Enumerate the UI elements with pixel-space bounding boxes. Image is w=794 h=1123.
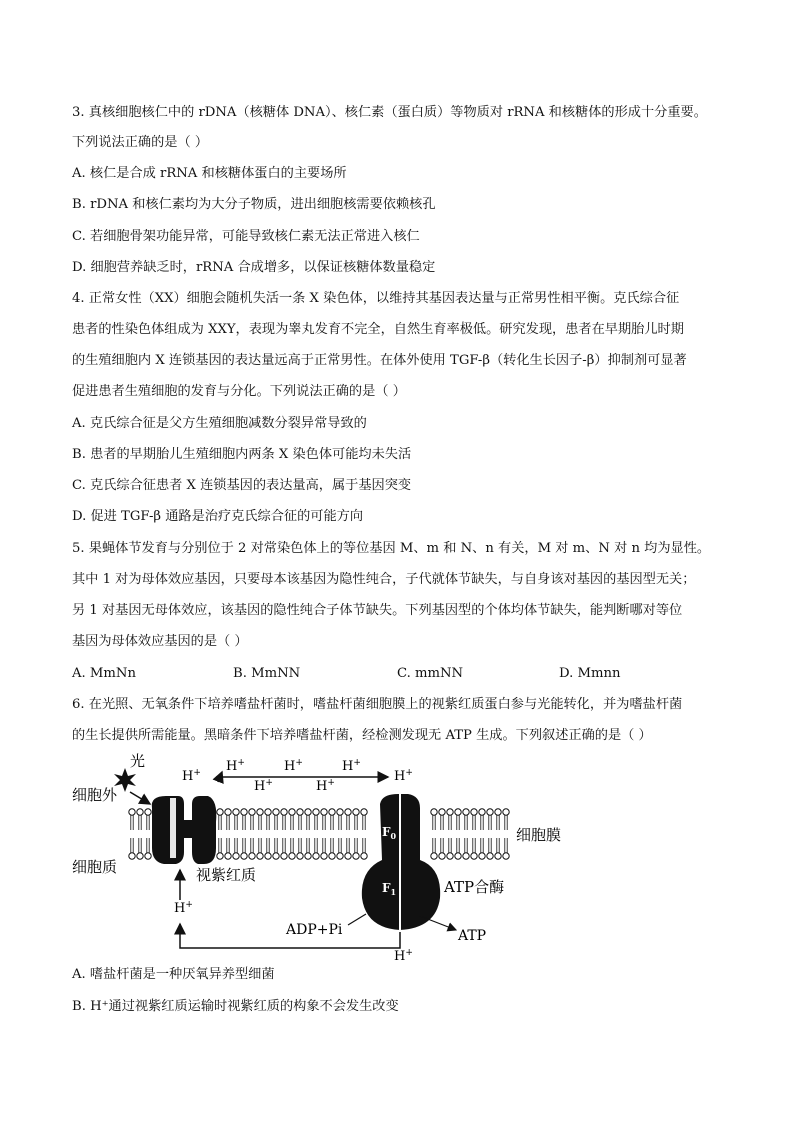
q4-option-a: A. 克氏综合征是父方生殖细胞减数分裂异常导致的 [72,416,367,431]
membrane-label: 细胞膜 [516,826,562,844]
q4-option-c: C. 克氏综合征患者 X 连锁基因的表达量高，属于基因突变 [72,478,412,493]
svg-text:H+: H+ [316,778,335,794]
q5-stem-line-2: 其中 1 对为母体效应基因，只要母本该基因为隐性纯合，子代就体节缺失，与自身该对基因的基因型无关； [72,572,696,587]
light-label: 光 [130,752,146,770]
h-plus-5: H [254,779,266,794]
q6-stem-line-1: 6. 在光照、无氧条件下培养嗜盐杆菌时，嗜盐杆菌细胞膜上的视紫红质蛋白参与光能转化，并为嗜盐杆菌 [72,697,683,712]
q3-option-c: C. 若细胞骨架功能异常，可能导致核仁素无法正常进入核仁 [72,229,420,244]
light-burst-icon [114,768,136,792]
rhodopsin-label: 视紫红质 [196,866,257,884]
q4-stem-line-1: 4. 正常女性（XX）细胞会随机失活一条 X 染色体，以维持其基因表达量与正常男性相平衡。克氏综合征 [72,291,680,306]
atp-synthase-label: ATP合酶 [444,878,505,896]
f1-subscript: 1 [390,887,397,897]
q4-option-b: B. 患者的早期胎儿生殖细胞内两条 X 染色体可能均未失活 [72,447,412,462]
svg-text:H+: H+ [284,758,303,774]
svg-text:H+: H+ [394,768,413,784]
q5-option-d: D. Mmnn [559,666,621,681]
atp-synthase [362,782,440,950]
q4-stem-line-3: 的生殖细胞内 X 连锁基因的表达量远高于正常男性。在体外使用 TGF-β（转化生长因子-β）抑制剂可显著 [72,353,687,368]
q3-option-a: A. 核仁是合成 rRNA 和核糖体蛋白的主要场所 [72,166,347,181]
q3-stem-line-2: 下列说法正确的是（ ） [72,135,209,150]
q5-stem-line-4: 基因为母体效应基因的是（ ） [72,634,248,649]
q3-option-b: B. rDNA 和核仁素均为大分子物质，进出细胞核需要依赖核孔 [72,197,436,212]
q3-option-d: D. 细胞营养缺乏时，rRNA 合成增多，以保证核糖体数量稳定 [72,260,436,275]
h-plus-9: H [394,949,406,962]
outside-label: 细胞外 [72,786,118,804]
inside-label: 细胞质 [72,858,118,876]
svg-text:H+: H+ [394,948,413,962]
q4-stem-line-2: 患者的性染色体组成为 XXY，表现为睾丸发育不完全，自然生育率极低。研究发现，患者在早期胎儿时期 [72,322,684,337]
q5-option-b: B. MmNN [233,666,301,681]
q5-option-c: C. mmNN [397,666,464,681]
svg-text:H+: H+ [342,758,361,774]
q6-option-b: B. H⁺通过视紫红质运输时视紫红质的构象不会发生改变 [72,999,399,1014]
q6-option-a: A. 嗜盐杆菌是一种厌氧异养型细菌 [72,967,275,982]
h-plus-2: H [226,759,238,774]
membrane-diagram [70,752,590,962]
q5-stem-line-1: 5. 果蝇体节发育与分别位于 2 对常染色体上的等位基因 M、m 和 N、n 有关，M 对 m、N 对 n 均为显性。 [72,541,711,556]
q3-stem-line-1: 3. 真核细胞核仁中的 rDNA（核糖体 DNA）、核仁素（蛋白质）等物质对 rRNA 和核糖体的形成十分重要。 [72,105,707,120]
q4-option-d: D. 促进 TGF-β 通路是治疗克氏综合征的可能方向 [72,509,364,524]
svg-text:H+: H+ [254,778,273,794]
rhodopsin-protein [152,796,217,864]
adp-pi-label: ADP+Pi [286,922,343,938]
svg-text:H+: H+ [226,758,245,774]
h-plus-1: H [182,769,194,784]
q5-stem-line-3: 另 1 对基因无母体效应，该基因的隐性纯合子体节缺失。下列基因型的个体均体节缺失，能判断哪对等位 [72,603,683,618]
f0-label: F [382,825,391,839]
svg-text:H+: H+ [174,900,193,916]
f1-label: F [382,881,391,895]
q6-stem-line-2: 的生长提供所需能量。黑暗条件下培养嗜盐杆菌，经检测发现无 ATP 生成。下列叙述正确的是（ ） [72,728,652,743]
f0-subscript: 0 [390,831,397,841]
h-plus-7: H [394,769,406,784]
h-plus-4: H [342,759,354,774]
q5-option-a: A. MmNn [72,666,136,681]
atp-label: ATP [458,928,487,944]
svg-text:H+: H+ [182,768,201,784]
h-plus-6: H [316,779,328,794]
q4-stem-line-4: 促进患者生殖细胞的发育与分化。下列说法正确的是（ ） [72,384,406,399]
h-plus-8: H [174,901,186,916]
h-plus-3: H [284,759,296,774]
